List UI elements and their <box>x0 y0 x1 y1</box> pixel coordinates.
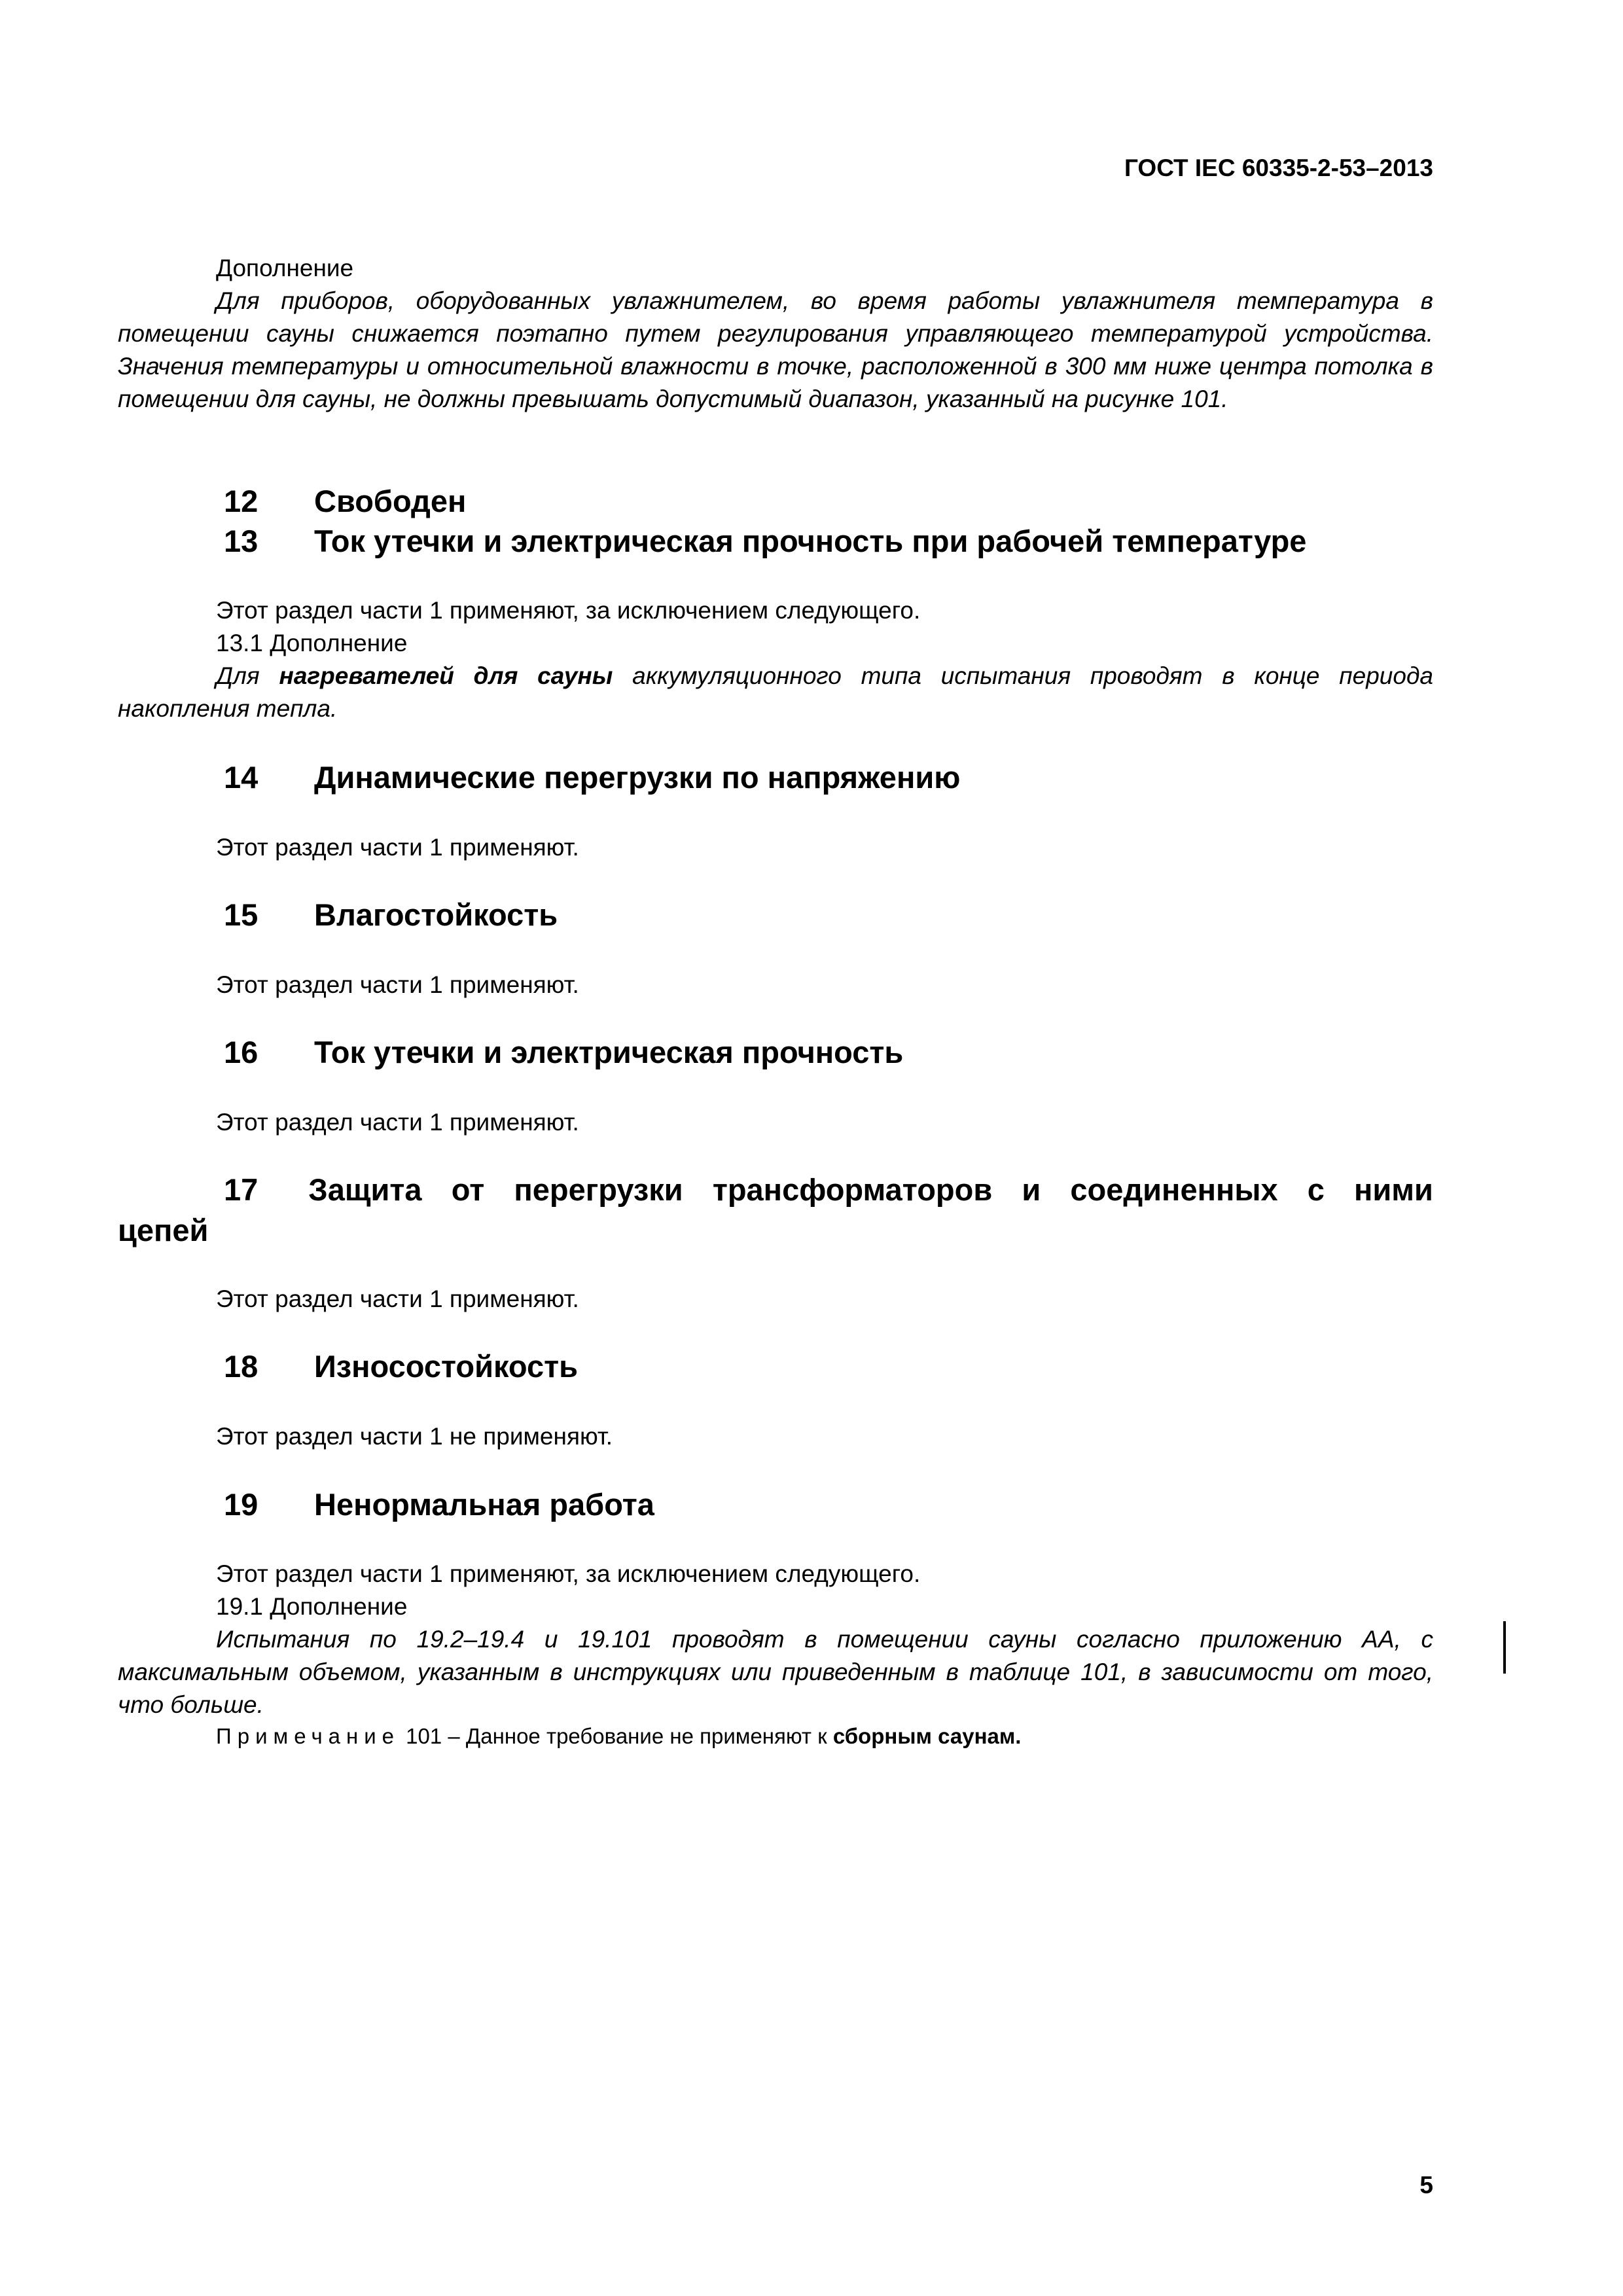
section-13-1-label: 13.1 Дополнение <box>216 630 408 656</box>
note-text: 101 – Данное требование не применяют к <box>400 1724 833 1748</box>
section-title: Влагостойкость <box>314 897 558 932</box>
addition-label: Дополнение <box>216 255 354 281</box>
heading-word: ними <box>1354 1172 1433 1207</box>
section-number: 14 <box>224 760 259 795</box>
section-number: 12 <box>224 484 259 518</box>
section-title: Свободен <box>314 484 467 518</box>
section-title: Износостойкость <box>314 1349 579 1384</box>
section-number: 13 <box>224 524 259 558</box>
heading-word: трансформаторов <box>712 1172 993 1207</box>
addition-paragraph: Для приборов, оборудованных увлажнителем, во время работы увлажнителя температура в помещении сауны снижается поэтапно путем регулирования управляющего температурой устройства. Значения температуры и относительной влажности в точке, расположенной в 300 мм ниже центра потолка в помещении для сауны, не должны превышать допустимый диапазон, указанный на рисунке 101. <box>118 287 1433 412</box>
section-title: Ненормальная работа <box>314 1487 654 1522</box>
heading-word: соединенных <box>1070 1172 1278 1207</box>
heading-word: Защита <box>308 1172 422 1207</box>
heading-word: и <box>1022 1172 1041 1207</box>
change-bar-marker <box>1503 1621 1506 1674</box>
section-13-1-text <box>118 660 1433 725</box>
text-fragment: аккумуляционного типа испытания проводят в конце периода накопления тепла. <box>118 662 1433 722</box>
section-17-heading <box>118 1170 1433 1251</box>
section-19-1-text: Испытания по 19.2–19.4 и 19.101 проводят в помещении сауны согласно приложению АА, с максимальным объемом, указанным в инструкциях или приведенным в таблице 101, в зависимости от того, что больше. <box>118 1626 1433 1718</box>
note-bold-term: сборным саунам. <box>832 1724 1022 1748</box>
section-14-body: Этот раздел части 1 применяют. <box>216 834 579 861</box>
section-19-body: Этот раздел части 1 применяют, за исключением следующего. <box>216 1560 921 1587</box>
text-fragment: Для <box>216 662 279 689</box>
note-101 <box>216 1721 1021 1751</box>
heading-word: перегрузки <box>514 1172 683 1207</box>
heading-words <box>308 1170 1433 1210</box>
section-number: 19 <box>224 1487 259 1522</box>
section-18-body: Этот раздел части 1 не применяют. <box>216 1423 613 1450</box>
section-15-body: Этот раздел части 1 применяют. <box>216 971 579 998</box>
note-label: Примечание <box>216 1724 401 1748</box>
section-19-1-label: 19.1 Дополнение <box>216 1593 408 1620</box>
section-17-body: Этот раздел части 1 применяют. <box>216 1285 579 1312</box>
heading-line-1 <box>118 1170 1433 1210</box>
section-number: 17 <box>224 1172 259 1207</box>
section-title: Ток утечки и электрическая прочность при рабочей температуре <box>314 524 1307 558</box>
section-16-body: Этот раздел части 1 применяют. <box>216 1109 579 1136</box>
document-id-header: ГОСТ IEC 60335-2-53–2013 <box>1124 154 1433 181</box>
page-number: 5 <box>1419 2172 1433 2198</box>
heading-word: с <box>1307 1172 1325 1207</box>
section-13-body: Этот раздел части 1 применяют, за исключением следующего. <box>216 597 921 624</box>
heading-line-2: цепей <box>118 1213 209 1247</box>
section-number: 15 <box>224 897 259 932</box>
bold-term: нагревателей для сауны <box>279 662 613 689</box>
section-number: 16 <box>224 1035 259 1069</box>
section-title: Ток утечки и электрическая прочность <box>314 1035 904 1069</box>
heading-word: от <box>451 1172 485 1207</box>
section-title: Динамические перегрузки по напряжению <box>314 760 961 795</box>
section-number: 18 <box>224 1349 259 1384</box>
